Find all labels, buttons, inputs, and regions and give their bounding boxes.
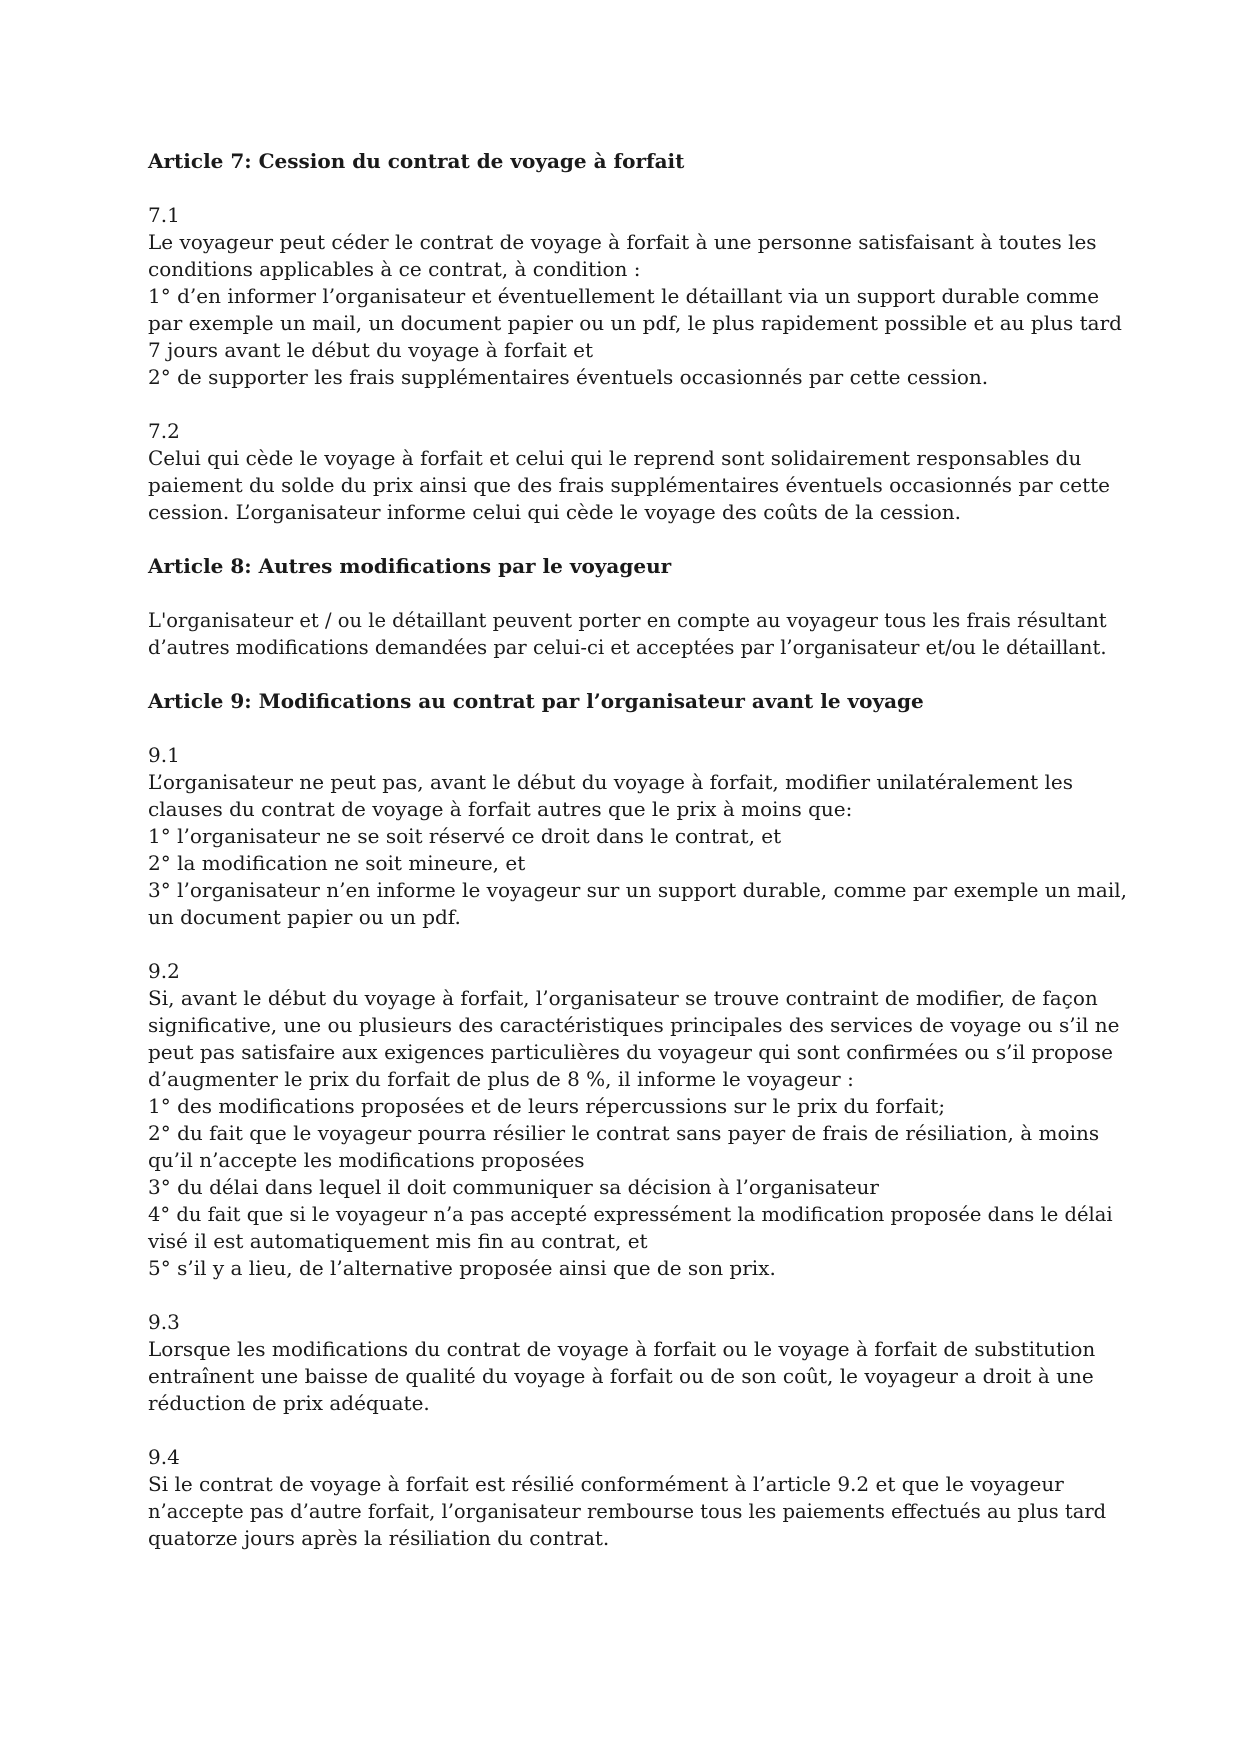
paragraph-line: clauses du contrat de voyage à forfait autres que le prix à moins que: [148, 797, 853, 821]
document-body [148, 148, 1128, 1579]
section-number: 9.2 [148, 959, 180, 983]
paragraph-line: visé il est automatiquement mis fin au contrat, et [148, 1229, 648, 1253]
paragraph-line: réduction de prix adéquate. [148, 1391, 430, 1415]
paragraph-line: Lorsque les modifications du contrat de voyage à forfait ou le voyage à forfait de substitution [148, 1337, 1096, 1361]
paragraph-line: L’organisateur ne peut pas, avant le début du voyage à forfait, modifier unilatéralement les [148, 770, 1074, 794]
paragraph-line: 1° d’en informer l’organisateur et éventuellement le détaillant via un support durable comme [148, 284, 1100, 308]
section-number: 7.2 [148, 419, 180, 443]
paragraph-line: 2° de supporter les frais supplémentaires éventuels occasionnés par cette cession. [148, 365, 989, 389]
paragraph-line: cession. L’organisateur informe celui qui cède le voyage des coûts de la cession. [148, 500, 961, 524]
paragraph-line: 2° la modification ne soit mineure, et [148, 851, 526, 875]
section-number: 9.3 [148, 1310, 180, 1334]
article-8-heading: Article 8: Autres modifications par le voyageur [148, 554, 672, 578]
section-9-4 [148, 1444, 1128, 1552]
paragraph-line: conditions applicables à ce contrat, à condition : [148, 257, 641, 281]
paragraph-line: 7 jours avant le début du voyage à forfait et [148, 338, 593, 362]
paragraph-line: L'organisateur et / ou le détaillant peuvent porter en compte au voyageur tous les frais résultant [148, 609, 1107, 632]
section-9-2 [148, 958, 1128, 1282]
section-9-1 [148, 742, 1128, 931]
section-number: 7.1 [148, 203, 180, 227]
paragraph-line: peut pas satisfaire aux exigences particulières du voyageur qui sont confirmées ou s’il propose [148, 1040, 1113, 1064]
paragraph-line: qu’il n’accepte les modifications proposées [148, 1148, 585, 1172]
paragraph-line: n’accepte pas d’autre forfait, l’organisateur rembourse tous les paiements effectués au plus tard [148, 1500, 1107, 1523]
paragraph-line: 1° des modifications proposées et de leurs répercussions sur le prix du forfait; [148, 1094, 946, 1118]
paragraph-line: entraînent une baisse de qualité du voyage à forfait ou de son coût, le voyageur a droit à une [148, 1364, 1094, 1388]
paragraph-line: d’augmenter le prix du forfait de plus de 8 %, il informe le voyageur : [148, 1067, 854, 1091]
paragraph-line: un document papier ou un pdf. [148, 905, 461, 929]
paragraph-line: paiement du solde du prix ainsi que des frais supplémentaires éventuels occasionnés par cette [148, 473, 1111, 497]
paragraph-line: 1° l’organisateur ne se soit réservé ce droit dans le contrat, et [148, 824, 782, 848]
paragraph-line: 4° du fait que si le voyageur n’a pas accepté expressément la modification proposée dans le délai [148, 1203, 1113, 1226]
paragraph-line: d’autres modifications demandées par celui-ci et acceptées par l’organisateur et/ou le détaillant. [148, 636, 1107, 659]
paragraph-line: 3° l’organisateur n’en informe le voyageur sur un support durable, comme par exemple un mail, [148, 878, 1127, 902]
paragraph-line: 2° du fait que le voyageur pourra résilier le contrat sans payer de frais de résiliation, à moins [148, 1121, 1100, 1145]
section-number: 9.4 [148, 1445, 180, 1469]
paragraph-line: significative, une ou plusieurs des caractéristiques principales des services de voyage ou s’il ne [148, 1013, 1120, 1037]
paragraph-line: 3° du délai dans lequel il doit communiquer sa décision à l’organisateur [148, 1175, 879, 1199]
paragraph-line: Celui qui cède le voyage à forfait et celui qui le reprend sont solidairement responsables du [148, 446, 1082, 470]
paragraph-line: 5° s’il y a lieu, de l’alternative proposée ainsi que de son prix. [148, 1256, 776, 1280]
article-8-paragraph [148, 607, 1128, 661]
paragraph-line: par exemple un mail, un document papier ou un pdf, le plus rapidement possible et au plus tard [148, 311, 1122, 335]
article-7-heading: Article 7: Cession du contrat de voyage à forfait [148, 149, 685, 173]
section-9-3 [148, 1309, 1128, 1417]
section-7-1 [148, 202, 1128, 391]
section-number: 9.1 [148, 743, 180, 767]
paragraph-line: Si le contrat de voyage à forfait est résilié conformément à l’article 9.2 et que le voyageur [148, 1472, 1064, 1496]
article-9-heading: Article 9: Modifications au contrat par l’organisateur avant le voyage [148, 689, 924, 713]
paragraph-line: Le voyageur peut céder le contrat de voyage à forfait à une personne satisfaisant à toutes les [148, 230, 1097, 254]
paragraph-line: Si, avant le début du voyage à forfait, l’organisateur se trouve contraint de modifier, de façon [148, 986, 1098, 1010]
paragraph-line: quatorze jours après la résiliation du contrat. [148, 1526, 610, 1550]
section-7-2 [148, 418, 1128, 526]
